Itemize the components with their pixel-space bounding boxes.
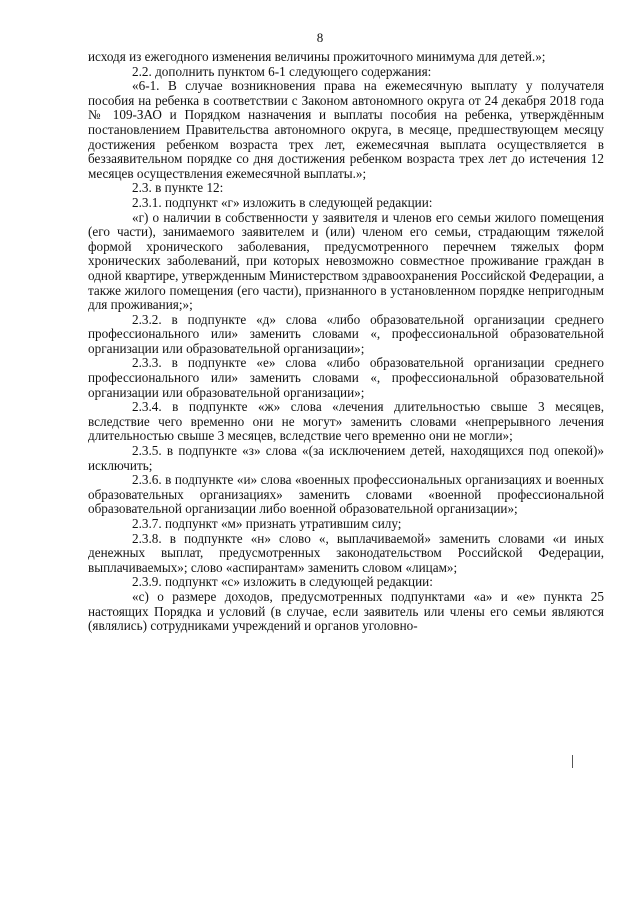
document-body <box>88 50 604 634</box>
paragraph-6-1-text: «6-1. В случае возникновения права на ежемесячную выплату у получателя пособия на ребенка в соответствии с Законом автономного округа от 24 декабря 2018 года № 109-ЗАО и Порядком назначения и выплаты пособия на ребенка, утверждённым постановлением Правительства автономного округа, в месяце, предшествующем месяцу достижения ребенком возраста трех лет, ежемесячная выплата осуществляется в беззаявительном порядке со дня достижения ребенком возраста трех лет до истечения 12 месяцев осуществления ежемесячной выплаты.»; <box>88 78 604 181</box>
paragraph-2-3-2: 2.3.2. в подпункте «д» слова «либо образовательной организации среднего профессионального или» заменить словами «, профессиональной образовательной организации или образовательной организации»; <box>88 311 604 356</box>
paragraph-2-3: 2.3. в пункте 12: <box>132 180 224 196</box>
paragraph-2-2: 2.2. дополнить пунктом 6-1 следующего содержания: <box>132 63 432 79</box>
paragraph-2-3-3: 2.3.3. в подпункте «е» слова «либо образовательной организации среднего профессионального или» заменить словами «, профессиональной образовательной организации или образовательной организации»; <box>88 355 604 400</box>
paragraph-subitem-g-text: «г) о наличии в собственности у заявителя и членов его семьи жилого помещения (его части), занимаемого заявителем и (или) членом его семьи, страдающим тяжелой формой хронического заболевания, предусмотренного перечнем тяжелых форм хронических заболеваний, при которых невозможно совместное проживание граждан в одной квартире, утвержденным Министерством здравоохранения Российской Федерации, а также жилого помещения (его части), признанного в установленном порядке непригодным для проживания;»; <box>88 209 604 313</box>
paragraph-2-3-6: 2.3.6. в подпункте «и» слова «военных профессиональных организациях и военных образовательных организациях» заменить словами «военной профессиональной образовательной организации либо военной образовательной организации»; <box>88 472 604 517</box>
page-number: 8 <box>316 30 324 45</box>
paragraph-2-3-8: 2.3.8. в подпункте «н» слово «, выплачиваемой» заменить словами «и иных денежных выплат, предусмотренных законодательством Российской Федерации, выплачиваемых»; слово «аспирантам» заменить словом «лицам»; <box>88 530 604 575</box>
paragraph-continuation: исходя из ежегодного изменения величины прожиточного минимума для детей.»; <box>88 49 546 64</box>
paragraph-subitem-s-text: «с) о размере доходов, предусмотренных подпунктами «а» и «е» пункта 25 настоящих Порядка и условий (в случае, если заявитель или члены его семьи являются (являлись) сотрудниками учреждений и органов уголовно- <box>88 588 604 634</box>
paragraph-2-3-1: 2.3.1. подпункт «г» изложить в следующей редакции: <box>132 194 433 210</box>
scan-mark <box>572 755 573 768</box>
paragraph-2-3-4: 2.3.4. в подпункте «ж» слова «лечения длительностью свыше 3 месяцев, вследствие чего временно они не могут» заменить словами «непрерывного лечения длительностью свыше 3 месяцев, вследствие чего временно они не могли»; <box>88 399 604 444</box>
paragraph-2-3-9: 2.3.9. подпункт «с» изложить в следующей редакции: <box>132 574 433 590</box>
paragraph-2-3-7: 2.3.7. подпункт «м» признать утратившим силу; <box>132 516 402 531</box>
paragraph-2-3-5: 2.3.5. в подпункте «з» слова «(за исключением детей, находящихся под опекой)» исключить; <box>88 443 604 473</box>
